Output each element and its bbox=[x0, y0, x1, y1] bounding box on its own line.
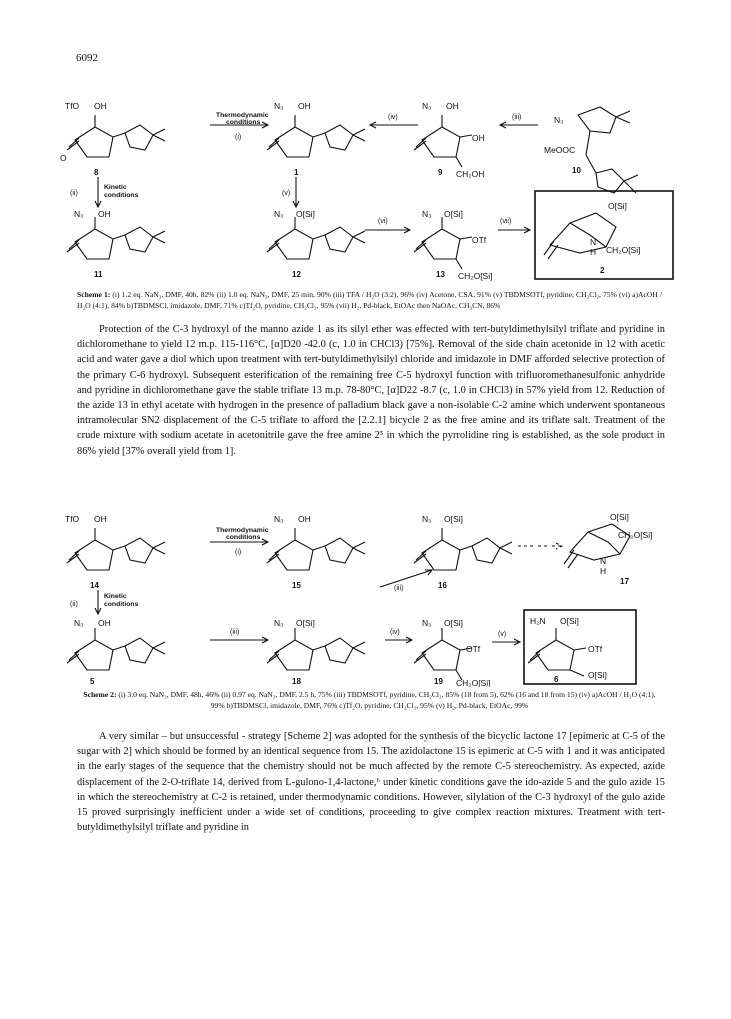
scheme2-19-otf: OTf bbox=[466, 644, 481, 654]
compound-1-number: 1 bbox=[294, 168, 299, 177]
scheme1-step-iii: (iii) bbox=[512, 114, 522, 121]
scheme2-19-ch2osi: CH₂O[Si] bbox=[456, 678, 491, 687]
compound-10-number: 10 bbox=[572, 166, 581, 175]
compound-13-n3: N₃ bbox=[422, 209, 432, 219]
scheme2-14-oh: OH bbox=[94, 514, 107, 524]
compound-18-number: 18 bbox=[292, 677, 301, 686]
scheme2-5-n3: N₃ bbox=[74, 618, 84, 628]
body-paragraph-2 bbox=[77, 729, 665, 835]
scheme2-15-n3: N₃ bbox=[274, 514, 284, 524]
scheme2-5-oh: OH bbox=[98, 618, 111, 628]
scheme1-label-o: O bbox=[60, 153, 67, 163]
compound-10-n3: N₃ bbox=[554, 115, 564, 125]
scheme2-18-n3: N₃ bbox=[274, 618, 284, 628]
compound-2-n: N bbox=[590, 237, 597, 247]
scheme1-step-vi: (vi) bbox=[378, 218, 388, 225]
scheme2-step-iv: (iv) bbox=[390, 629, 400, 636]
scheme-2-caption-text: (i) 3.0 eq. NaN₃, DMF, 48h, 46% (ii) 0.97 eq. NaN₃, DMF, 2.5 h, 75% (iii) TBDMSOTf, pyridine, CH₂Cl₂, 85% (18 from 5), 62% (16 and 18 from 15) (iv) a)AcOH / H₂O (4:1), 99% b)TBDMSCl, imidazole, DMF, 76% c)Tf₂O, pyridine, CH₂Cl₂, 95% (v) H₂, Pd-black, EtOAc, 99% bbox=[116, 690, 656, 710]
scheme2-step-ii: (ii) bbox=[70, 601, 78, 608]
scheme-1-caption-label: Scheme 1: bbox=[77, 290, 111, 299]
scheme2-6-osi: O[Si] bbox=[560, 616, 579, 626]
scheme2-16-osi: O[Si] bbox=[444, 514, 463, 524]
scheme1-step-v: (v) bbox=[282, 190, 291, 197]
scheme-1-caption bbox=[77, 290, 662, 311]
scheme2-step-iii: (iii) bbox=[230, 629, 240, 636]
scheme2-6-otf: OTf bbox=[588, 644, 603, 654]
compound-13-otf: OTf bbox=[472, 235, 487, 245]
compound-19-number: 19 bbox=[434, 677, 443, 686]
compound-9-number: 9 bbox=[438, 168, 443, 177]
compound-10-meooc: MeOOC bbox=[544, 145, 576, 155]
scheme2-thermo-conditions: conditions bbox=[226, 534, 261, 541]
scheme-2-caption bbox=[77, 690, 662, 711]
compound-13-number: 13 bbox=[436, 270, 445, 279]
body-paragraph-1 bbox=[77, 322, 665, 459]
scheme1-kinetic-label: Kinetic bbox=[104, 184, 127, 191]
compound-12-n3: N₃ bbox=[274, 209, 284, 219]
compound-6-number: 6 bbox=[554, 675, 559, 684]
compound-16-number: 16 bbox=[438, 581, 447, 590]
paragraph-1-text: Protection of the C-3 hydroxyl of the manno azide 1 as its silyl ether was effected with tert-butyldimethylsilyl triflate and pyridine in dichloromethane to yield 12 m.p. 115-116°C, [α]D20 -42.0 (c, 1.0 in CHCl3) [75%]. Removal of the side chain acetonide in 12 with acetic acid and water gave a diol which upon treatment with tert-butyldimethylsilyl chloride and imidazole in DMF afforded selective protection of the primary C-6 hydroxyl. Subsequent esterification of the remaining free C-5 hydroxyl function with trifluoromethanesulfonic anhydride and pyridine in dichloromethane gave the stable triflate 13 m.p. 78-80°C, [α]D22 -8.7 (c, 1.0 in CHCl3) in 57% yield from 12. Reduction of the azide 13 in ethyl acetate with hydrogen in the presence of palladium black gave a non-isolable C-2 amine which underwent spontaneous intramolecular SN2 displacement of the C-5 triflate to afford the [2.2.1] bicycle 2 as the free amine and its triflate salt. Treatment of the crude mixture with sodium acetate in acetonitrile gave the free amine 2⁵ in which the pyrrolidine ring is established, as the sole product in 86% yield [37% overall yield from 1]. bbox=[77, 324, 665, 457]
scheme-1-caption-text: (i) 1.2 eq. NaN₃, DMF, 40h, 82% (ii) 1.0 eq. NaN₃, DMF, 25 min, 90% (iii) TFA / H₂O (3:2), 96% (iv) Acetone, CSA, 91% (v) TBDMSOTf, pyridine, CH₂Cl₂, 75% (vi) a)AcOH / H₂O (4:1), 84% b)TBDMSCl, imidazole, DMF, 71% c)Tf₂O, pyridine, CH₂Cl₂, 95% (vii) H₂, Pd-black, EtOAc then NaOAc, CH₃CN, 86% bbox=[77, 290, 662, 310]
compound-9-n3: N₃ bbox=[422, 101, 432, 111]
scheme1-label-tfo: TfO bbox=[65, 101, 80, 111]
compound-13-ch2osi: CH₂O[Si] bbox=[458, 271, 493, 281]
compound-15-number: 15 bbox=[292, 581, 301, 590]
compound-9-oh: OH bbox=[446, 101, 459, 111]
scheme2-17-n: N bbox=[600, 556, 607, 566]
scheme2-17-ch2osi: CH₂O[Si] bbox=[618, 530, 653, 540]
scheme1-thermo-conditions: conditions bbox=[226, 119, 261, 126]
compound-12-number: 12 bbox=[292, 270, 301, 279]
scheme2-15-oh: OH bbox=[298, 514, 311, 524]
compound-9-ch2oh: CH₂OH bbox=[456, 169, 485, 179]
scheme1-step-vii: (vii) bbox=[500, 218, 512, 225]
scheme2-kinetic-conditions: conditions bbox=[104, 601, 139, 608]
scheme1-thermo-label: Thermodynamic bbox=[216, 112, 269, 119]
scheme2-16-n3: N₃ bbox=[422, 514, 432, 524]
compound-9-oh2: OH bbox=[472, 133, 485, 143]
compound-17-number: 17 bbox=[620, 577, 629, 586]
scheme2-17-h: H bbox=[600, 566, 607, 576]
scheme2-step-i: (i) bbox=[235, 549, 242, 556]
compound-2-ch2osi: CH₂O[Si] bbox=[606, 245, 641, 255]
scheme-2-figure bbox=[60, 512, 680, 687]
compound-11-oh: OH bbox=[98, 209, 111, 219]
compound-2-osi: O[Si] bbox=[608, 201, 627, 211]
scheme2-18-osi: O[Si] bbox=[296, 618, 315, 628]
compound-1-n3: N₃ bbox=[274, 101, 284, 111]
compound-1-oh: OH bbox=[298, 101, 311, 111]
compound-11-number: 11 bbox=[94, 270, 103, 279]
scheme-2-caption-label: Scheme 2: bbox=[83, 690, 117, 699]
scheme2-14-tfo: TfO bbox=[65, 514, 80, 524]
page-number: 6092 bbox=[76, 52, 98, 64]
scheme2-6-osi-side: O[Si] bbox=[588, 670, 607, 680]
compound-8-number: 8 bbox=[94, 168, 99, 177]
scheme1-step-i: (i) bbox=[235, 134, 242, 141]
scheme2-19-osi: O[Si] bbox=[444, 618, 463, 628]
scheme2-thermo-label: Thermodynamic bbox=[216, 527, 269, 534]
scheme2-step-iii-diag: (iii) bbox=[394, 585, 404, 592]
scheme-1-figure bbox=[60, 95, 680, 287]
paragraph-2-text: A very similar – but unsuccessful - strategy [Scheme 2] was adopted for the synthesis of the bicyclic lactone 17 [epimeric at C-5 of the sugar with 2] which should be formed by an identical sequence from 15. The azidolactone 15 is epimeric at C-5 with 1 and it was anticipated in the early stages of the sequence that the chemistry should not be much affected by the remote C-5 stereochemistry. As expected, azide displacement of the 2-O-triflate 14, derived from L-gulono-1,4-lactone,⁶ under kinetic conditions gave the ido-azide 5 and the gulo azide 15 in which the stereochemistry at C-2 is retained, under thermodynamic conditions. However, silylation of the C-3 hydroxyl of the gulo azide 15 proved surprisingly inefficient under a wide set of conditions, proceeding to give complex reaction mixtures. Treatment with tert-butyldimethylsilyl triflate and pyridine in bbox=[77, 731, 665, 834]
compound-2-number: 2 bbox=[600, 266, 605, 275]
compound-13-osi: O[Si] bbox=[444, 209, 463, 219]
scheme1-label-oh: OH bbox=[94, 101, 107, 111]
scheme1-kinetic-conditions: conditions bbox=[104, 192, 139, 199]
compound-12-osi: O[Si] bbox=[296, 209, 315, 219]
compound-2-h: H bbox=[590, 247, 597, 257]
compound-5-number: 5 bbox=[90, 677, 95, 686]
scheme2-step-v: (v) bbox=[498, 631, 507, 638]
compound-14-number: 14 bbox=[90, 581, 99, 590]
compound-11-n3: N₃ bbox=[74, 209, 84, 219]
scheme1-step-ii: (ii) bbox=[70, 190, 78, 197]
scheme2-kinetic-label: Kinetic bbox=[104, 593, 127, 600]
scheme1-step-iv: (iv) bbox=[388, 114, 398, 121]
scheme2-6-h2n: H₂N bbox=[530, 616, 546, 626]
scheme2-17-osi: O[Si] bbox=[610, 512, 629, 522]
scheme2-19-n3: N₃ bbox=[422, 618, 432, 628]
